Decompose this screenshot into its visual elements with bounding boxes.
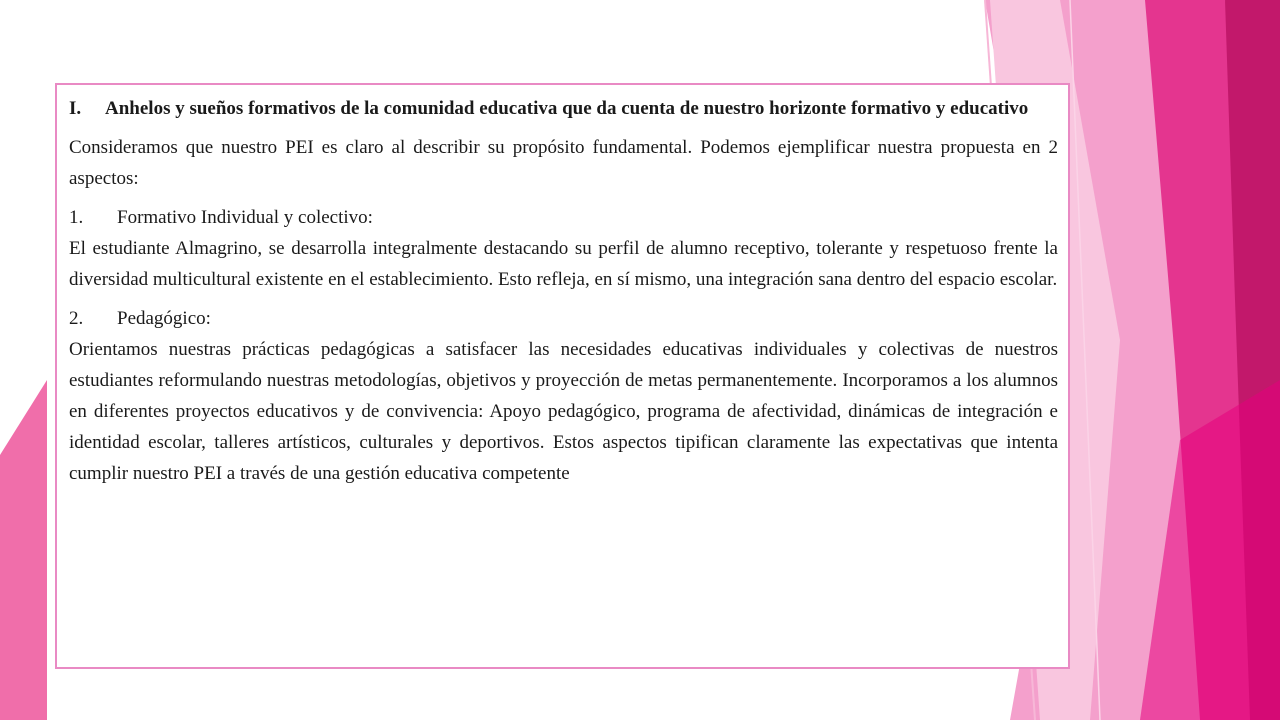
section-number: I. — [69, 98, 82, 119]
content-box — [55, 83, 1070, 669]
aspect-label: Formativo Individual y colectivo: — [117, 207, 373, 228]
aspect-item-pedagogico — [69, 303, 1058, 489]
aspect-label: Pedagógico: — [117, 308, 211, 329]
aspect-item-formativo — [69, 202, 1058, 295]
aspect-number: 2. — [69, 308, 84, 329]
aspect-text: El estudiante Almagrino, se desarrolla integralmente destacando su perfil de alumno receptivo, tolerante y respetuoso frente la diversidad multicultural existente en el establecimiento. Esto refleja, en sí mismo, una integración sana dentro del espacio escolar. — [69, 238, 1058, 290]
intro-paragraph: Consideramos que nuestro PEI es claro al describir su propósito fundamental. Podemos ejemplificar nuestra propuesta en 2 aspectos: — [69, 137, 1058, 189]
section-heading — [69, 93, 1058, 124]
aspect-text: Orientamos nuestras prácticas pedagógicas a satisfacer las necesidades educativas individuales y colectivas de nuestros estudiantes reformulando nuestras metodologías, objetivos y proyección de metas permanentemente. Incorporamos a los alumnos en diferentes proyectos educativos y de convivencia: Apoyo pedagógico, programa de afectividad, dinámicas de integración e identidad escolar, talleres artísticos, culturales y deportivos. Estos aspectos tipifican claramente las expectativas que intenta cumplir nuestro PEI a través de una gestión educativa competente — [69, 339, 1058, 484]
left-pink-strip — [0, 380, 47, 720]
aspect-item-header — [69, 303, 1058, 334]
aspect-number: 1. — [69, 207, 84, 228]
aspect-item-header — [69, 202, 1058, 233]
section-title: Anhelos y sueños formativos de la comunidad educativa que da cuenta de nuestro horizonte formativo y educativo — [105, 98, 1029, 119]
